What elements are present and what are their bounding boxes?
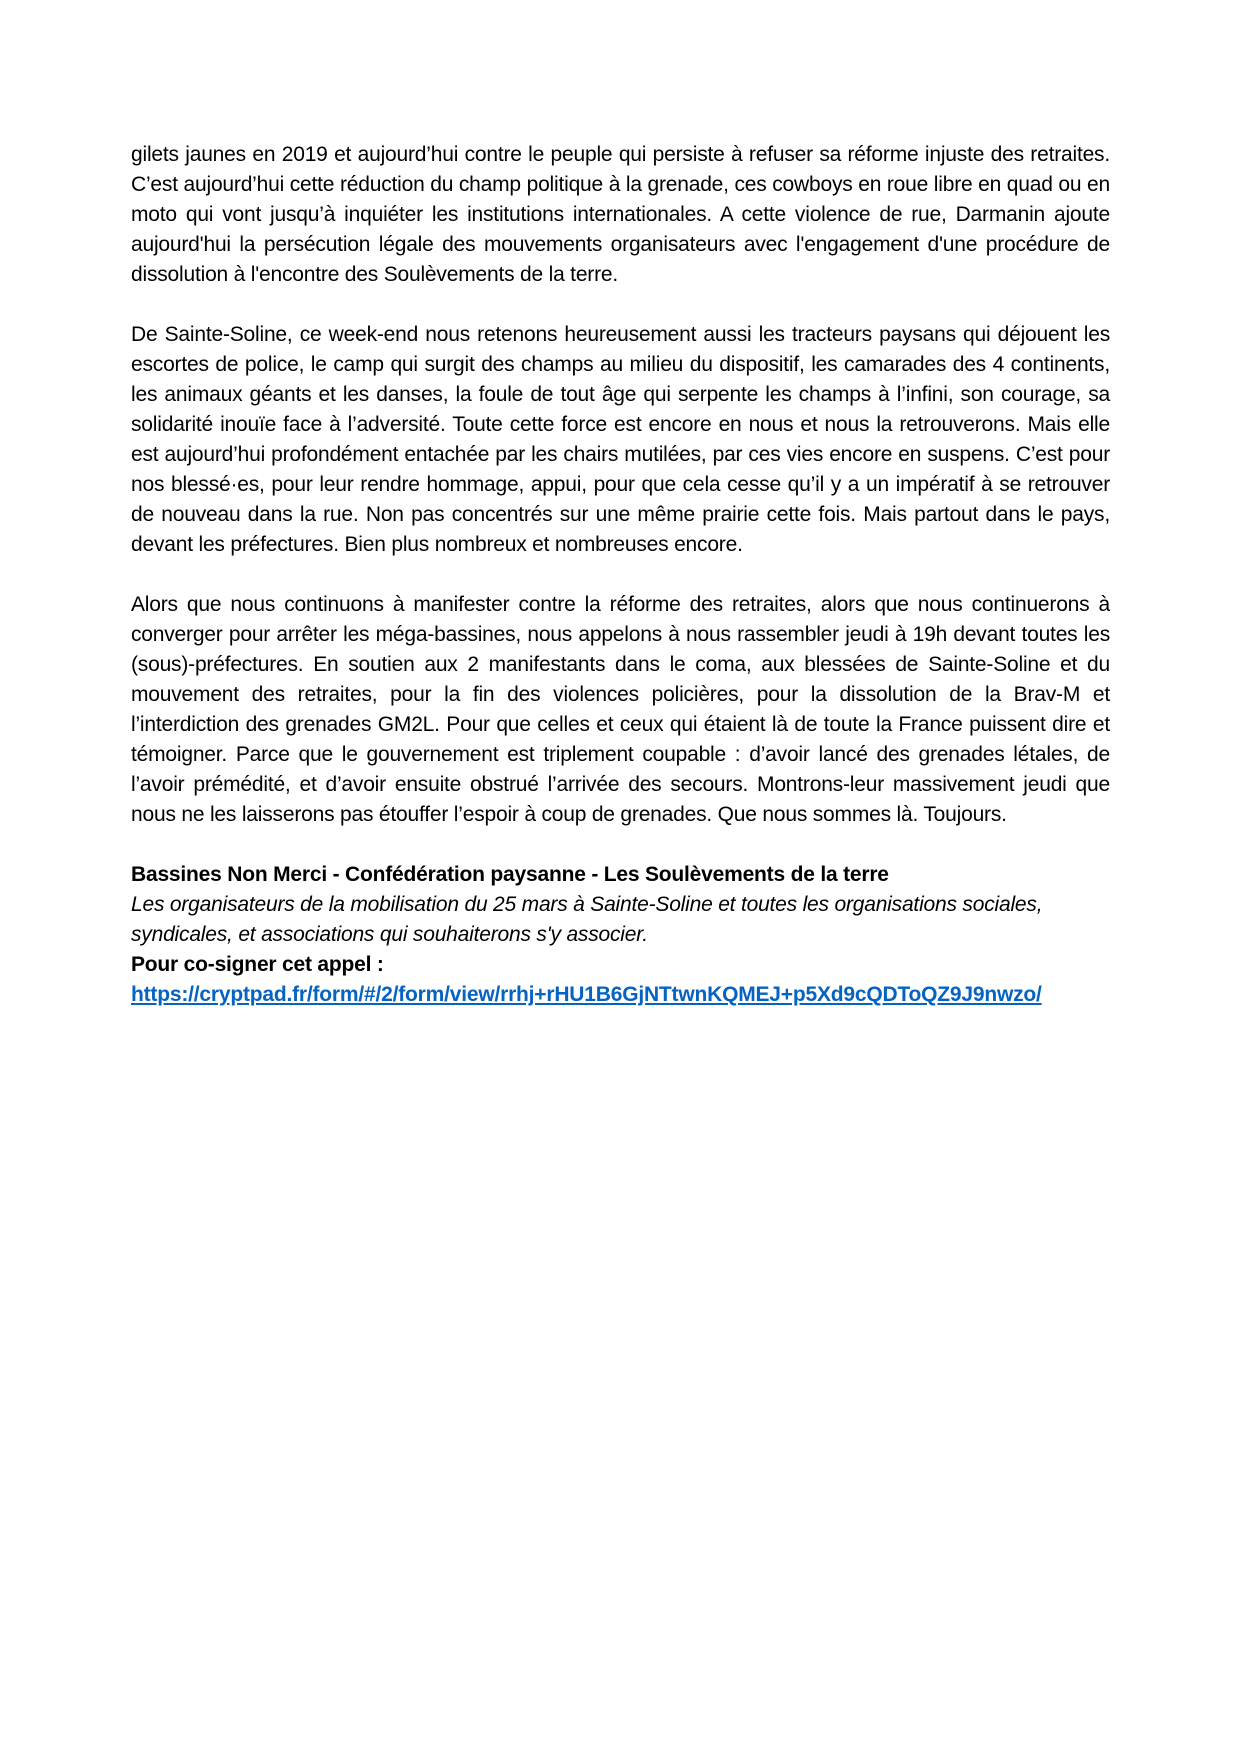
body-paragraph-1: gilets jaunes en 2019 et aujourd’hui contre le peuple qui persiste à refuser sa réforme injuste des retraites. C’est aujourd’hui cette réduction du champ politique à la grenade, ces cowboys en roue libre en quad ou en moto qui vont jusqu’à inquiéter les institutions internationales. A cette violence de rue, Darmanin ajoute aujourd'hui la persécution légale des mouvements organisateurs avec l'engagement d'une procédure de dissolution à l'encontre des Soulèvements de la terre. [131,143,1110,286]
signature-block [131,860,1110,1010]
organizers-note: Les organisateurs de la mobilisation du 25 mars à Sainte-Soline et toutes les organisations sociales, syndicales, et associations qui souhaiterons s'y associer. [131,893,1043,946]
cosign-link[interactable]: https://cryptpad.fr/form/#/2/form/view/rrhj+rHU1B6GjNTtwnKQMEJ+p5Xd9cQDToQZ9J9nwzo/ [131,983,1042,1006]
body-paragraph-3: Alors que nous continuons à manifester contre la réforme des retraites, alors que nous continuerons à converger pour arrêter les méga-bassines, nous appelons à nous rassembler jeudi à 19h devant toutes les (sous)-préfectures. En soutien aux 2 manifestants dans le coma, aux blessées de Sainte-Soline et du mouvement des retraites, pour la fin des violences policières, pour la dissolution de la Brav-M et l’interdiction des grenades GM2L. Pour que celles et ceux qui étaient là de toute la France puissent dire et témoigner. Parce que le gouvernement est triplement coupable : d’avoir lancé des grenades létales, de l’avoir prémédité, et d’avoir ensuite obstrué l’arrivée des secours. Montrons-leur massivement jeudi que nous ne les laisserons pas étouffer l’espoir à coup de grenades. Que nous sommes là. Toujours. [131,593,1110,826]
organizers-line: Bassines Non Merci - Confédération paysanne - Les Soulèvements de la terre [131,863,889,886]
cosign-call-label: Pour co-signer cet appel : [131,953,384,976]
body-paragraph-2: De Sainte-Soline, ce week-end nous retenons heureusement aussi les tracteurs paysans qui déjouent les escortes de police, le camp qui surgit des champs au milieu du dispositif, les camarades des 4 continents, les animaux géants et les danses, la foule de tout âge qui serpente les champs à l’infini, son courage, sa solidarité inouïe face à l’adversité. Toute cette force est encore en nous et nous la retrouverons. Mais elle est aujourd’hui profondément entachée par les chairs mutilées, par ces vies encore en suspens. C’est pour nos blessé·es, pour leur rendre hommage, appui, pour que cela cesse qu’il y a un impératif à se retrouver de nouveau dans la rue. Non pas concentrés sur une même prairie cette fois. Mais partout dans le pays, devant les préfectures. Bien plus nombreux et nombreuses encore. [131,323,1110,556]
